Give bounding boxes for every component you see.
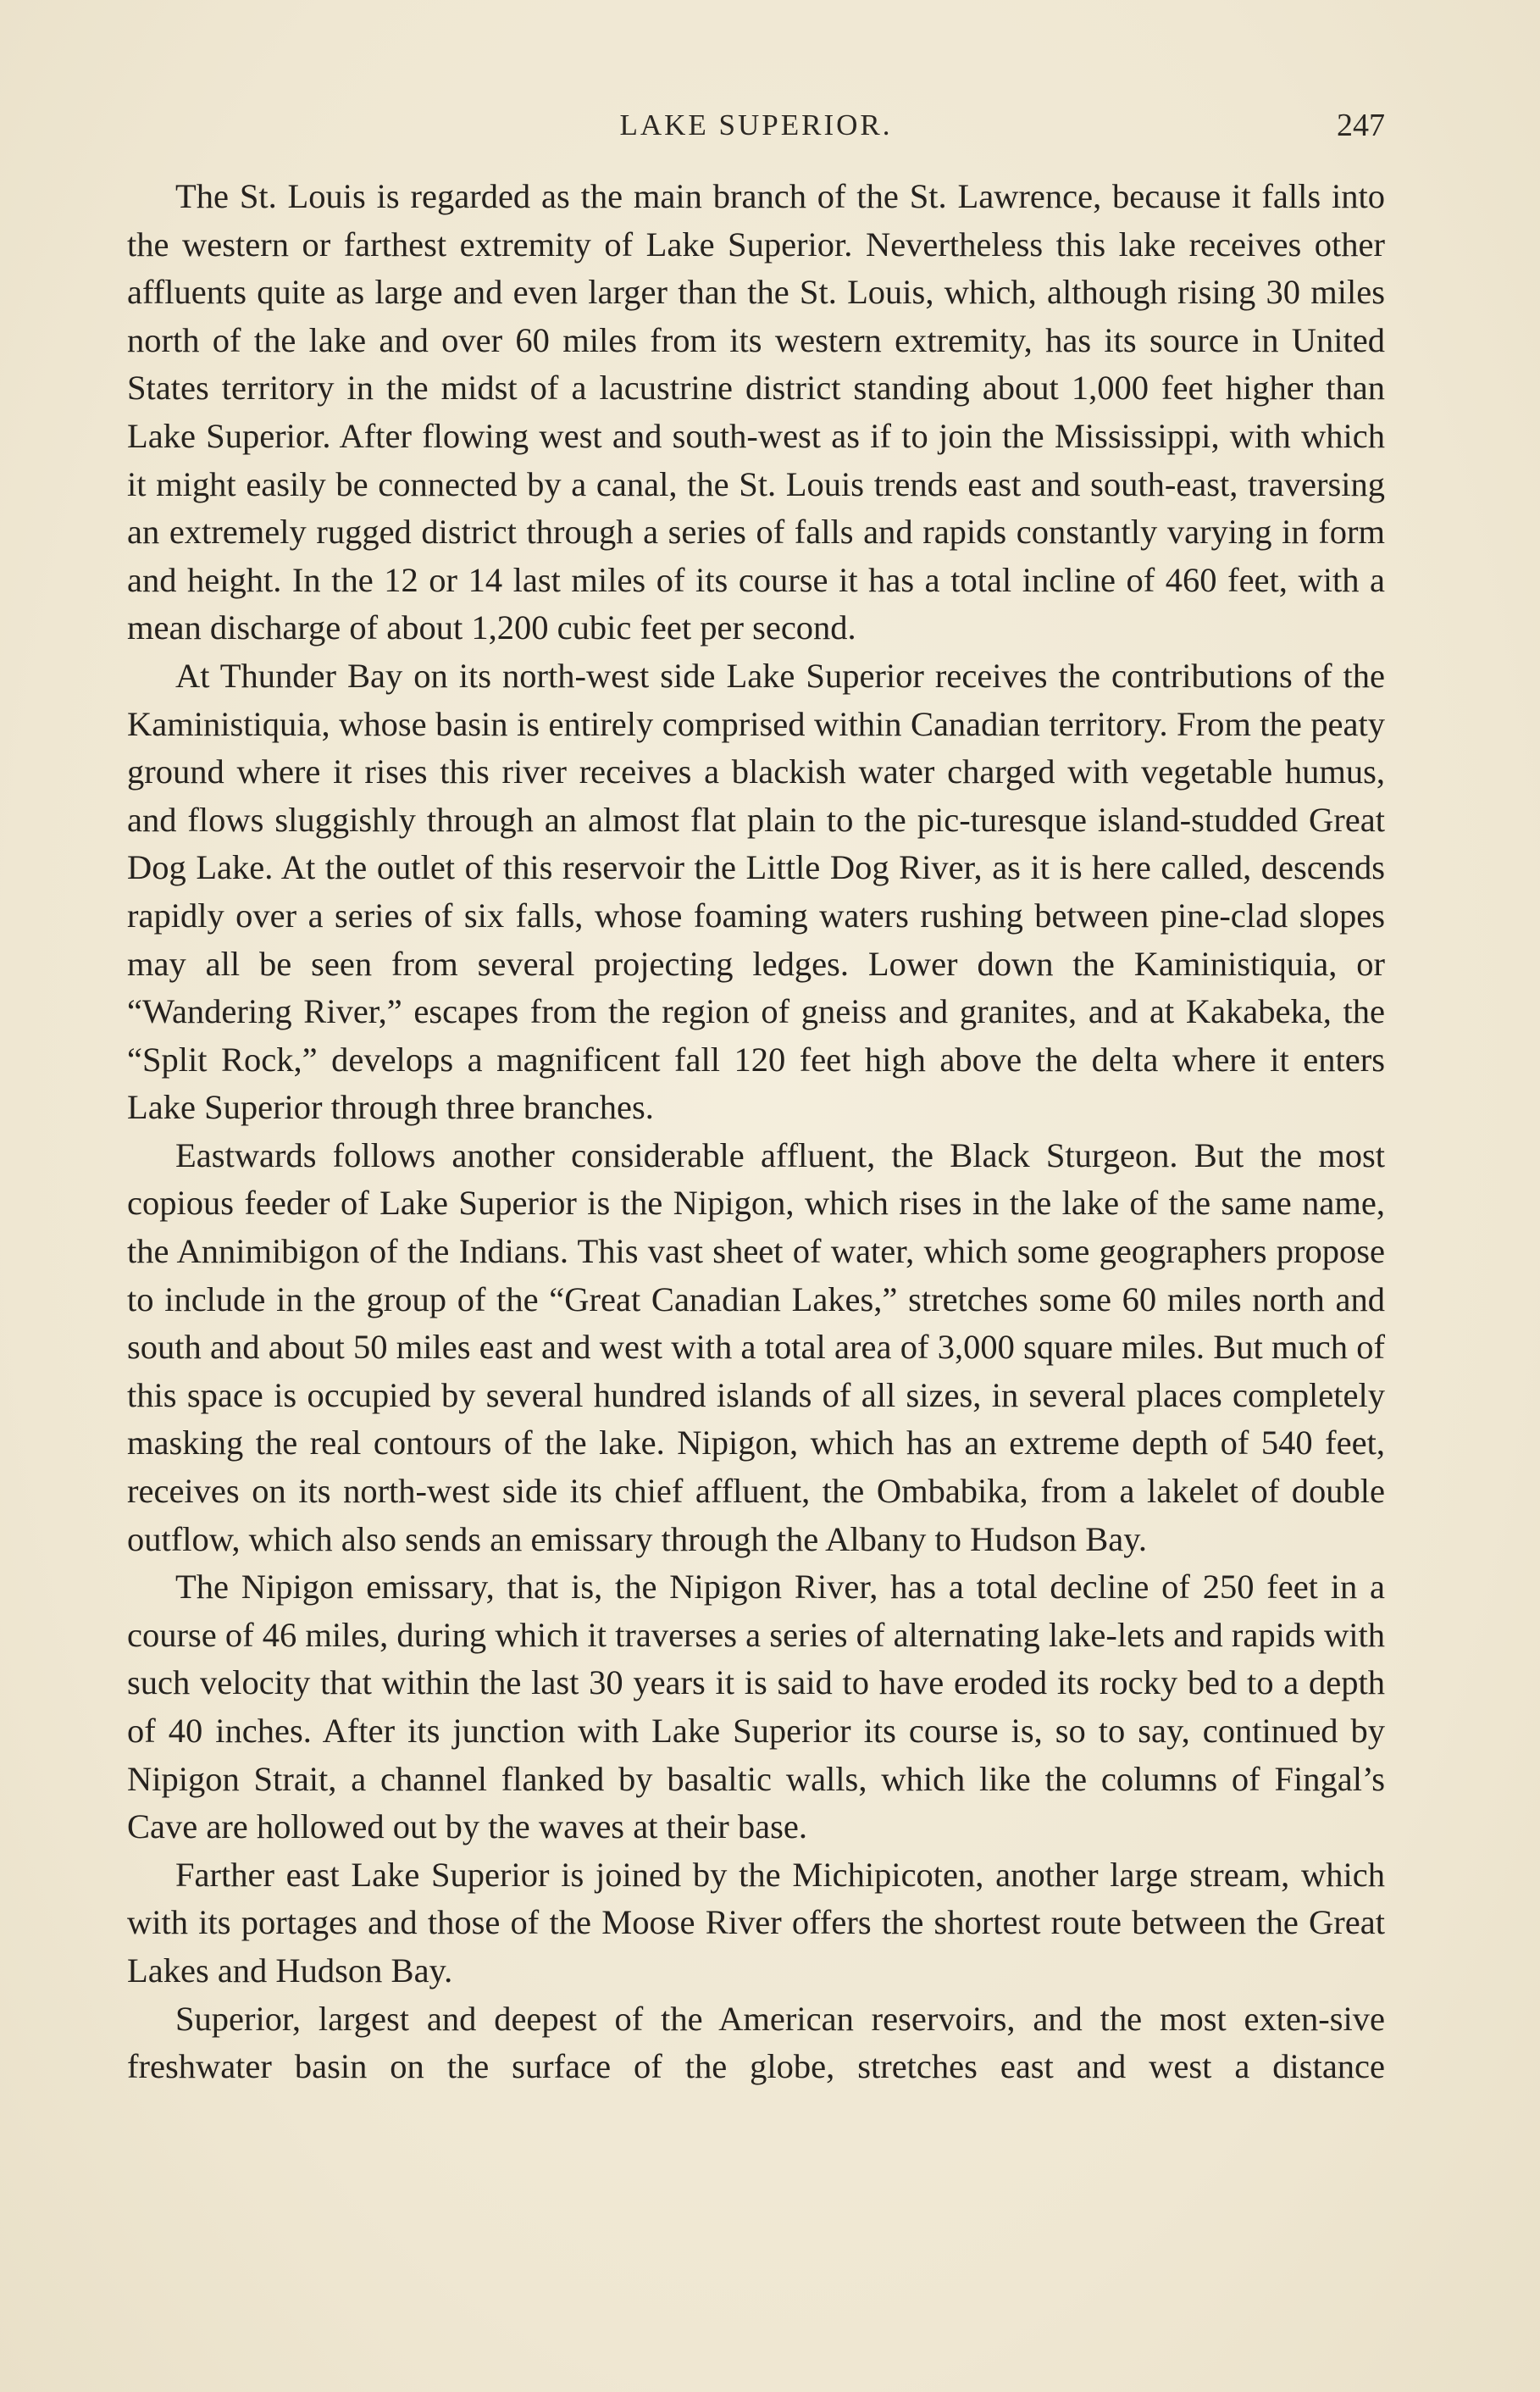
paragraph-superior-dimensions: Superior, largest and deepest of the American reservoirs, and the most exten-sive freshwater basin on the surface of the globe, stretches east and west a distance bbox=[127, 1999, 1385, 2086]
running-head bbox=[127, 100, 1385, 151]
paragraph-st-louis: The St. Louis is regarded as the main branch of the St. Lawrence, because it falls into the western or farthest extremity of Lake Superior. Nevertheless this lake receives other affluents quite as large and even larger than the St. Louis, which, although rising 30 miles north of the lake and over 60 miles from its western extremity, has its source in United States territory in the midst of a lacustrine district standing about 1,000 feet higher than Lake Superior. After flowing west and south-west as if to join the Mississippi, with which it might easily be connected by a canal, the St. Louis trends east and south-east, traversing an extremely rugged district through a series of falls and rapids constantly varying in form and height. In the 12 or 14 last miles of its course it has a total incline of 460 feet, with a mean discharge of about 1,200 cubic feet per second. bbox=[127, 177, 1385, 647]
paragraph-kaministiquia: At Thunder Bay on its north-west side Lake Superior receives the contributions of the Kaministiquia, whose basin is entirely comprised within Canadian territory. From the peaty ground where it rises this river receives a blackish water charged with vegetable humus, and flows sluggishly through an almost flat plain to the pic-turesque island-studded Great Dog Lake. At the outlet of this reservoir the Little Dog River, as it is here called, descends rapidly over a series of six falls, whose foaming waters rushing between pine-clad slopes may all be seen from several projecting ledges. Lower down the Kaministiquia, or “Wandering River,” escapes from the region of gneiss and granites, and at Kakabeka, the “Split Rock,” develops a magnificent fall 120 feet high above the delta where it enters Lake Superior through three branches. bbox=[127, 656, 1385, 1127]
running-title: LAKE SUPERIOR. bbox=[619, 108, 893, 142]
paragraph-michipicoten: Farther east Lake Superior is joined by the Michipicoten, another large stream, which with its portages and those of the Moose River offers the shortest route between the Great Lakes and Hudson Bay. bbox=[127, 1855, 1385, 1990]
paragraph-nipigon-lake: Eastwards follows another considerable affluent, the Black Sturgeon. But the most copious feeder of Lake Superior is the Nipigon, which rises in the lake of the same name, the Annimibigon of the Indians. This vast sheet of water, which some geographers propose to include in the group of the “Great Canadian Lakes,” stretches some 60 miles north and south and about 50 miles east and west with a total area of 3,000 square miles. But much of this space is occupied by several hundred islands of all sizes, in several places completely masking the real contours of the lake. Nipigon, which has an extreme depth of 540 feet, receives on its north-west side its chief affluent, the Ombabika, from a lakelet of double outflow, which also sends an emissary through the Albany to Hudson Bay. bbox=[127, 1135, 1385, 1558]
paragraph-nipigon-river: The Nipigon emissary, that is, the Nipigon River, has a total decline of 250 feet in a course of 46 miles, during which it traverses a series of alternating lake-lets and rapids with such velocity that within the last 30 years it is said to have eroded its rocky bed to a depth of 40 inches. After its junction with Lake Superior its course is, so to say, continued by Nipigon Strait, a channel flanked by basaltic walls, which like the columns of Fingal’s Cave are hollowed out by the waves at their base. bbox=[127, 1568, 1385, 1846]
page-number: 247 bbox=[1337, 108, 1385, 143]
body-text bbox=[127, 173, 1385, 2091]
